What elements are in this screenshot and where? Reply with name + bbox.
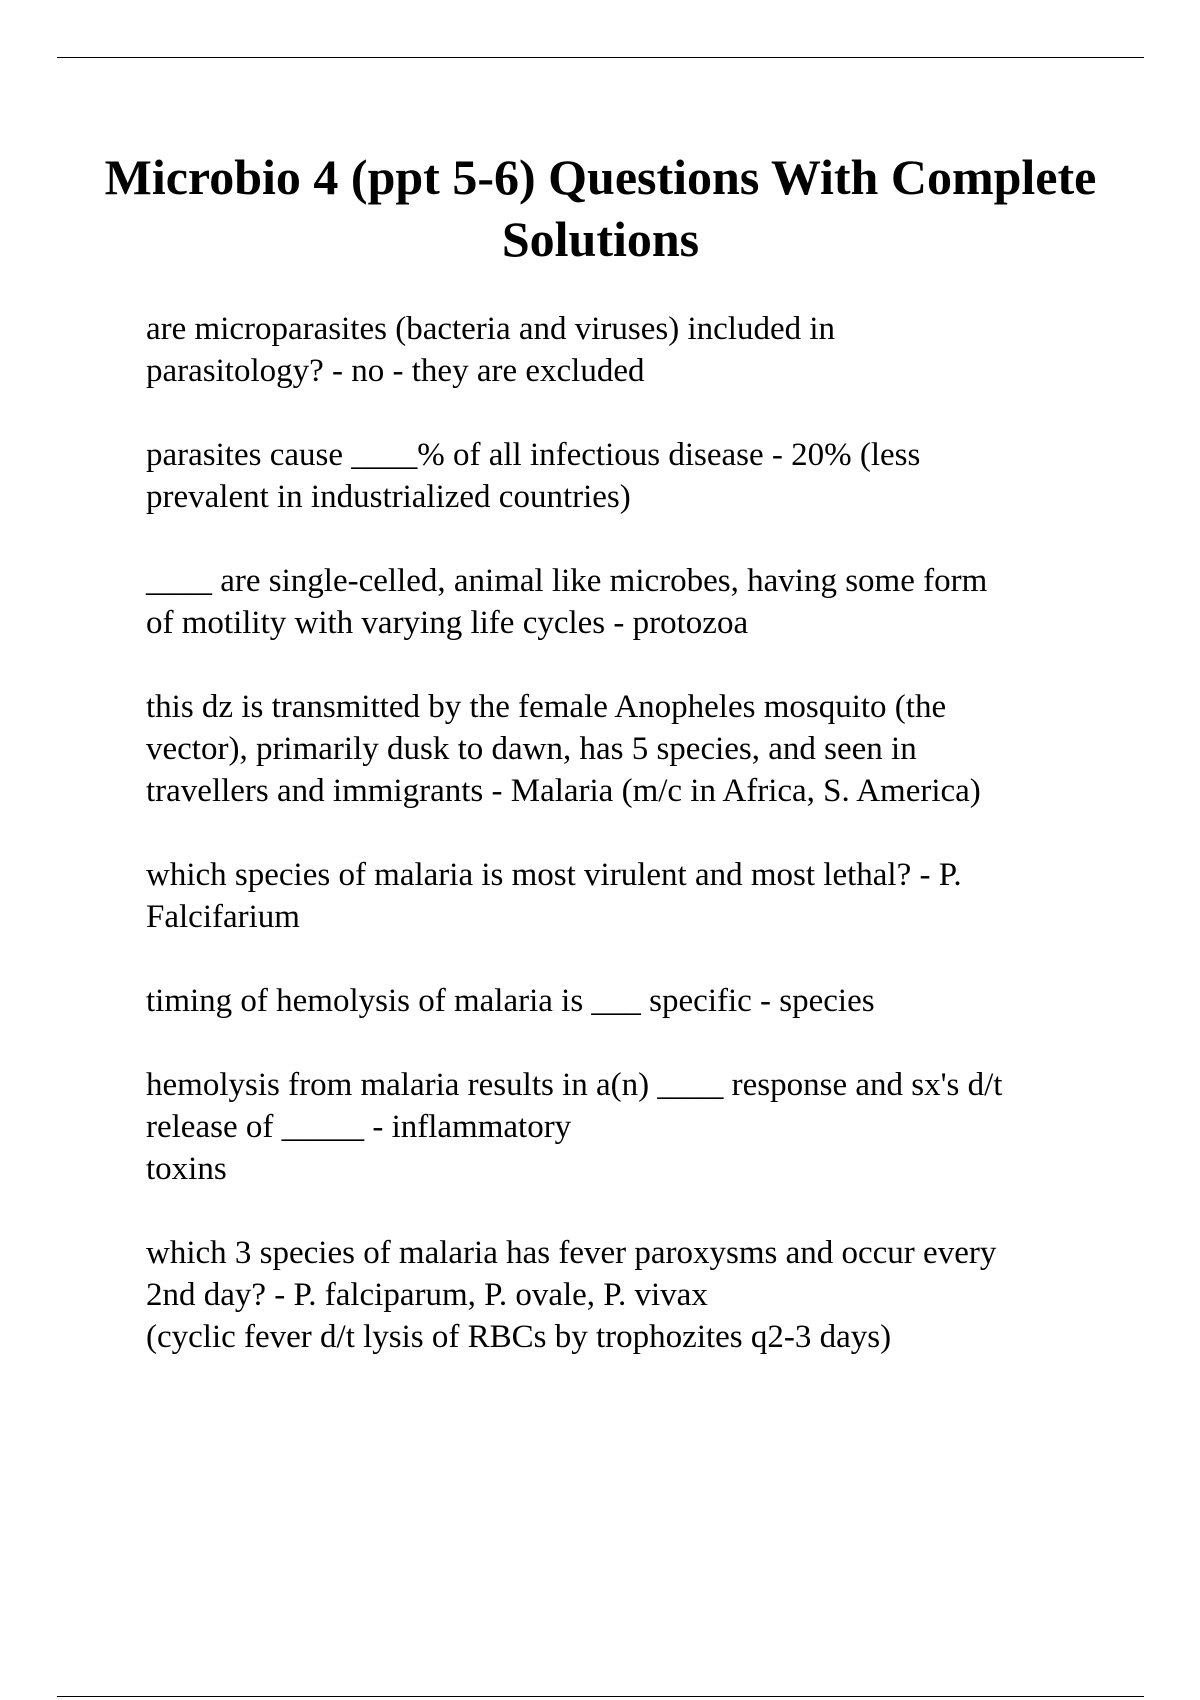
top-divider bbox=[57, 57, 1144, 58]
qa-item: parasites cause ____% of all infectious disease - 20% (less prevalent in industrialized countries) bbox=[146, 437, 921, 515]
bottom-divider bbox=[57, 1696, 1144, 1697]
qa-item: timing of hemolysis of malaria is ___ specific - species bbox=[146, 983, 875, 1019]
qa-item: which 3 species of malaria has fever paroxysms and occur every 2nd day? - P. falciparum, P. ovale, P. vivax (cyclic fever d/t lysis of RBCs by trophozites q2-3 days) bbox=[146, 1235, 997, 1355]
qa-list bbox=[146, 308, 1106, 1400]
qa-item: are microparasites (bacteria and viruses) included in parasitology? - no - they are excluded bbox=[146, 311, 836, 389]
qa-item: this dz is transmitted by the female Anopheles mosquito (the vector), primarily dusk to dawn, has 5 species, and seen in travellers and immigrants - Malaria (m/c in Africa, S. America) bbox=[146, 689, 981, 809]
qa-item: ____ are single-celled, animal like microbes, having some form of motility with varying life cycles - protozoa bbox=[146, 563, 988, 641]
page-title: Microbio 4 (ppt 5-6) Questions With Complete Solutions bbox=[104, 149, 1097, 267]
qa-item: which species of malaria is most virulent and most lethal? - P. Falcifarium bbox=[146, 857, 962, 935]
qa-item: hemolysis from malaria results in a(n) ____ response and sx's d/t release of _____ - inflammatory toxins bbox=[146, 1067, 1003, 1187]
